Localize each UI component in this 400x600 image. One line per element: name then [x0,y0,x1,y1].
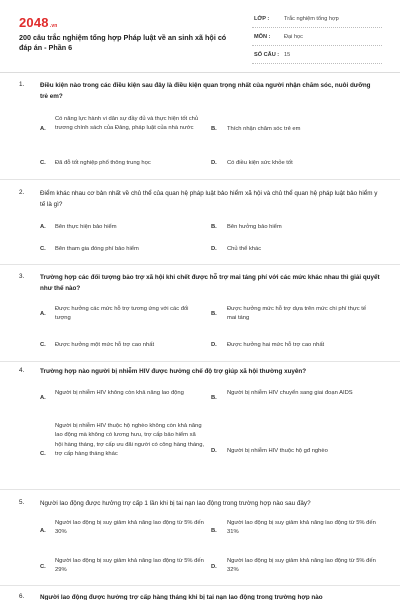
option-letter: B. [211,126,217,132]
option-letter: B. [211,395,217,401]
meta-mon-label: MÔN : [254,34,271,40]
meta-socau-value: 15 [284,52,291,58]
option-letter: A. [40,311,46,317]
option-text: Bên thực hiện bảo hiểm [55,224,117,230]
option-text: Đã đỗ tốt nghiệp phổ thông trung học [55,160,151,166]
option-letter: B. [211,224,217,230]
option-text: Người bị nhiễm HIV thuộc hộ nghèo không còn khả năng lao động mà không có lương hưu, trợ cấp bảo hiểm xã hội hàng tháng, trợ cấp ưu đãi người có công hàng tháng, trợ cấp hàng tháng khác [55,423,205,458]
option-letter: D. [211,564,217,570]
option-text: Thích nhận chăm sóc trẻ em [227,126,301,132]
question-number: 6. [19,593,25,600]
option-text: Bên tham gia đóng phí bảo hiểm [55,246,139,252]
option-letter: C. [40,451,46,457]
site-logo[interactable] [19,15,58,30]
option-text: Người bị nhiễm HIV thuộc hộ gđ nghèo [227,448,328,454]
meta-row-lop [252,13,382,28]
question-divider [0,585,400,586]
meta-lop-label: LỚP : [254,16,270,22]
meta-info [252,13,382,67]
question-divider [0,489,400,490]
logo-text: 2048 [19,15,49,30]
option-text: Được hưởng hai mức hỗ trợ cao nhất [227,342,325,348]
option-letter: A. [40,528,46,534]
question-divider [0,179,400,180]
question-divider [0,264,400,265]
question-text: Người lao động được hưởng trợ cấp hàng tháng khi bị tai nạn lao động trong trường hợp nào [40,594,323,600]
document-title: 200 câu trắc nghiệm tổng hợp Pháp luật về an sinh xã hội có đáp án - Phần 6 [19,33,227,52]
question-text: Trường hợp nào người bị nhiễm HIV được hưởng chế độ trợ giúp xã hội thường xuyên? [40,368,307,375]
header-divider [0,72,400,73]
option-text: Người lao động bị suy giảm khả năng lao động từ 5% đến 31% [227,520,376,536]
question-text: Người lao động được hưởng trợ cấp 1 lần khi bị tai nạn lao động trong trường hợp nào sau đây? [40,500,311,507]
option-text: Bên hưởng bảo hiểm [227,224,282,230]
meta-row-socau [252,49,382,64]
document-header [0,0,400,72]
option-text: Được hưởng mức hỗ trợ dựa trên mức chi phí thực tế mai táng [227,306,367,322]
option-letter: A. [40,395,46,401]
option-letter: D. [211,448,217,454]
option-letter: D. [211,160,217,166]
meta-lop-value: Trắc nghiệm tổng hợp [284,16,339,22]
question-divider [0,361,400,362]
question-text: Điều kiện nào trong các điều kiện sau đây là điều kiện quan trọng nhất của người nhận chăm sóc, nuôi dưỡng trẻ em? [40,82,371,100]
option-text: Được hưởng các mức hỗ trợ tương ứng với các đối tượng [55,306,189,322]
logo-tld: .vn [49,23,58,29]
option-letter: C. [40,564,46,570]
option-text: Có điều kiện sức khỏe tốt [227,160,293,166]
option-text: Được hưởng một mức hỗ trợ cao nhất [55,342,155,348]
option-letter: A. [40,126,46,132]
option-letter: B. [211,311,217,317]
question-number: 2. [19,189,25,196]
option-letter: A. [40,224,46,230]
question-text: Trường hợp các đối tượng bảo trợ xã hội khi chết được hỗ trợ mai táng phí với các mức khác nhau thì giải quyết như thế nào? [40,274,380,292]
option-letter: D. [211,246,217,252]
option-letter: C. [40,246,46,252]
meta-row-mon [252,31,382,46]
meta-socau-label: SỐ CÂU : [254,52,280,58]
meta-mon-value: Đại học [284,34,303,40]
question-number: 5. [19,499,25,506]
option-text: Có năng lực hành vi dân sự đầy đủ và thực hiện tốt chủ trương chính sách của Đảng, pháp luật của nhà nước [55,116,199,132]
question-number: 4. [19,367,25,374]
option-letter: C. [40,160,46,166]
option-text: Người lao động bị suy giảm khả năng lao động từ 5% đến 30% [55,520,204,536]
question-number: 3. [19,273,25,280]
question-text: Điểm khác nhau cơ bản nhất về chủ thể của quan hệ pháp luật bảo hiểm xã hội và chủ thể quan hệ pháp luật bảo hiểm y tế là gì? [40,190,378,208]
option-letter: C. [40,342,46,348]
option-text: Người bị nhiễm HIV chuyển sang giai đoạn AIDS [227,390,353,396]
question-number: 1. [19,81,25,88]
option-letter: D. [211,342,217,348]
option-text: Chủ thể khác [227,246,262,252]
option-text: Người lao động bị suy giảm khả năng lao động từ 5% đến 32% [227,558,376,574]
option-letter: B. [211,528,217,534]
option-text: Người lao động bị suy giảm khả năng lao động từ 5% đến 29% [55,558,204,574]
option-text: Người bị nhiễm HIV không còn khả năng lao động [55,390,184,396]
